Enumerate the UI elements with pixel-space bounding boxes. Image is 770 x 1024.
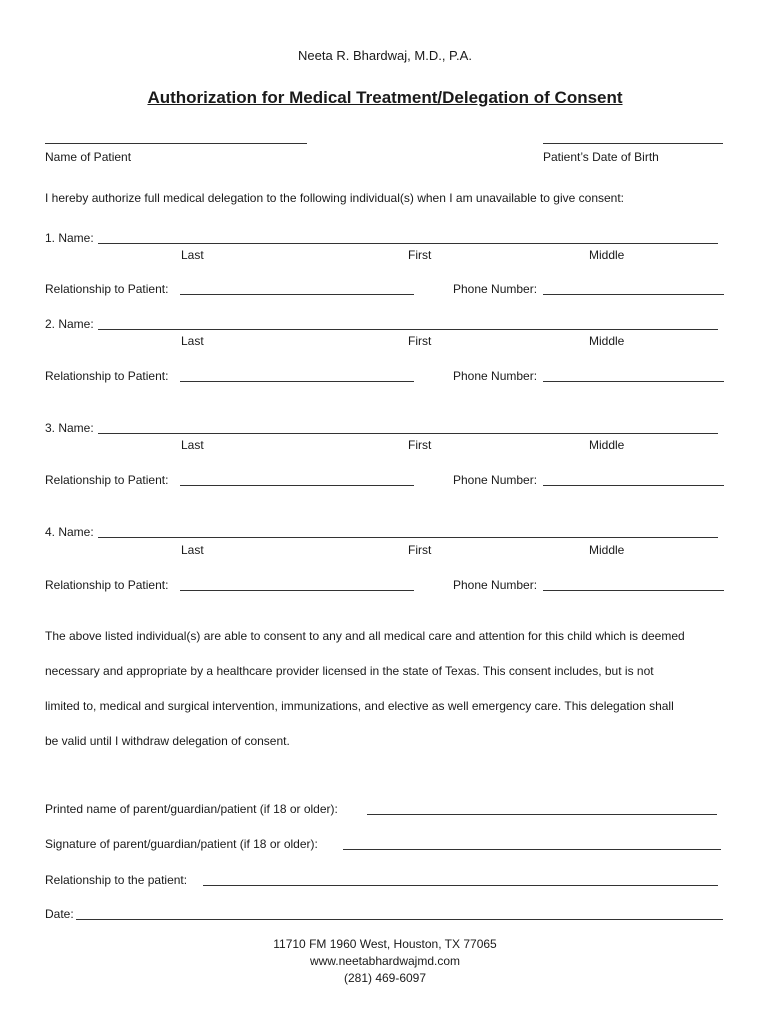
- patient-dob-label: Patient’s Date of Birth: [543, 150, 659, 164]
- entry-2-relationship-label: Relationship to Patient:: [45, 369, 169, 383]
- footer-address: 11710 FM 1960 West, Houston, TX 77065: [273, 937, 497, 951]
- entry-2-name-field[interactable]: [98, 329, 718, 330]
- entry-3-relationship-label: Relationship to Patient:: [45, 473, 169, 487]
- entry-2-phone-label: Phone Number:: [453, 369, 538, 383]
- relationship-to-patient-label: Relationship to the patient:: [45, 873, 188, 887]
- entry-1-name-label: 1. Name:: [45, 231, 94, 245]
- patient-name-label: Name of Patient: [45, 150, 132, 164]
- date-field[interactable]: [76, 919, 723, 920]
- entry-2-relationship-field[interactable]: [180, 381, 414, 382]
- footer-website: www.neetabhardwajmd.com: [309, 954, 461, 968]
- entry-4-relationship-field[interactable]: [180, 590, 414, 591]
- printed-name-field[interactable]: [367, 814, 717, 815]
- entry-1-middle-label: Middle: [589, 248, 625, 262]
- entry-1-first-label: First: [408, 248, 432, 262]
- entry-1-last-label: Last: [181, 248, 204, 262]
- entry-4-middle-label: Middle: [589, 543, 625, 557]
- footer-phone: (281) 469-6097: [343, 971, 427, 985]
- entry-1-phone-field[interactable]: [543, 294, 724, 295]
- signature-label: Signature of parent/guardian/patient (if 18 or older):: [45, 837, 318, 851]
- practice-name: Neeta R. Bhardwaj, M.D., P.A.: [298, 48, 472, 63]
- consent-line-4: be valid until I withdraw delegation of consent.: [45, 734, 290, 748]
- entry-4-first-label: First: [408, 543, 432, 557]
- entry-2-middle-label: Middle: [589, 334, 625, 348]
- intro-text: I hereby authorize full medical delegation to the following individual(s) when I am unavailable to give consent:: [45, 191, 625, 205]
- signature-field[interactable]: [343, 849, 721, 850]
- form-title: Authorization for Medical Treatment/Delegation of Consent: [147, 88, 623, 107]
- relationship-to-patient-field[interactable]: [203, 885, 718, 886]
- entry-1-relationship-label: Relationship to Patient:: [45, 282, 169, 296]
- printed-name-label: Printed name of parent/guardian/patient (if 18 or older):: [45, 802, 338, 816]
- entry-3-phone-field[interactable]: [543, 485, 724, 486]
- entry-3-phone-label: Phone Number:: [453, 473, 538, 487]
- consent-line-2: necessary and appropriate by a healthcare provider licensed in the state of Texas. This consent includes, but is not: [45, 664, 654, 678]
- entry-3-name-label: 3. Name:: [45, 421, 94, 435]
- entry-1-relationship-field[interactable]: [180, 294, 414, 295]
- consent-line-3: limited to, medical and surgical intervention, immunizations, and elective as well emergency care. This delegation shall: [45, 699, 674, 713]
- consent-line-1: The above listed individual(s) are able to consent to any and all medical care and attention for this child which is deemed: [45, 629, 685, 643]
- entry-3-name-field[interactable]: [98, 433, 718, 434]
- entry-4-relationship-label: Relationship to Patient:: [45, 578, 169, 592]
- entry-4-phone-label: Phone Number:: [453, 578, 538, 592]
- entry-4-phone-field[interactable]: [543, 590, 724, 591]
- entry-2-name-label: 2. Name:: [45, 317, 94, 331]
- entry-3-middle-label: Middle: [589, 438, 625, 452]
- entry-1-name-field[interactable]: [98, 243, 718, 244]
- entry-4-last-label: Last: [181, 543, 204, 557]
- entry-3-relationship-field[interactable]: [180, 485, 414, 486]
- entry-3-first-label: First: [408, 438, 432, 452]
- entry-4-name-field[interactable]: [98, 537, 718, 538]
- entry-2-phone-field[interactable]: [543, 381, 724, 382]
- entry-4-name-label: 4. Name:: [45, 525, 94, 539]
- date-label: Date:: [45, 907, 74, 921]
- entry-2-first-label: First: [408, 334, 432, 348]
- patient-name-field[interactable]: [45, 143, 307, 144]
- entry-2-last-label: Last: [181, 334, 204, 348]
- entry-1-phone-label: Phone Number:: [453, 282, 538, 296]
- entry-3-last-label: Last: [181, 438, 204, 452]
- patient-dob-field[interactable]: [543, 143, 723, 144]
